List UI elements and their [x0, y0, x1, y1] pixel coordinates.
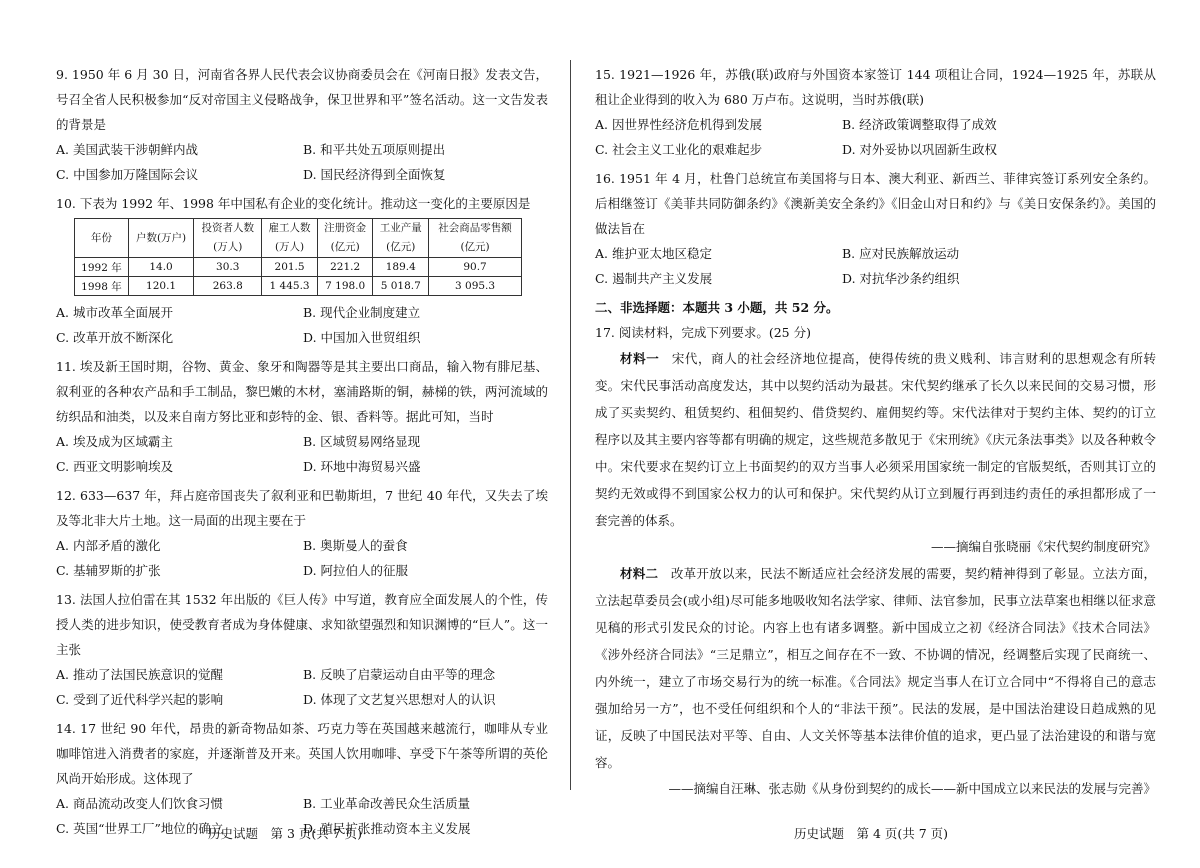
table-cell: 3 095.3 — [429, 277, 522, 296]
option-a: A. 内部矛盾的激化 — [56, 538, 161, 553]
section-title: 二、非选择题：本题共 3 小题，共 52 分。 — [595, 300, 839, 315]
option-d: D. 殖民扩张推动资本主义发展 — [303, 821, 471, 836]
header-capital: 注册资金 (亿元) — [317, 219, 373, 258]
option-c: C. 英国“世界工厂”地位的确立 — [56, 821, 224, 836]
question-stem: 16. 1951 年 4 月，杜鲁门总统宣布美国将与日本、澳大利亚、新西兰、菲律宾签订系列安全条约。后相继签订《美菲共同防御条约》《澳新美安全条约》《旧金山对日和约》与《美日安保条约》。美国的做法旨在 — [595, 171, 1156, 236]
option-d: D. 中国加入世贸组织 — [303, 330, 421, 345]
page-3 — [0, 0, 570, 868]
options — [56, 533, 548, 583]
option-a: A. 埃及成为区域霸主 — [56, 434, 173, 449]
material-text: 改革开放以来，民法不断适应社会经济发展的需要，契约精神得到了彰显。立法方面，立法起草委员会(或小组)尽可能多地吸收知名法学家、律师、法官参加，民事立法草案也相继以征求意见稿的形式引发民众的讨论。内容上也有诸多调整。新中国成立之初《经济合同法》《技术合同法》《涉外经济合同法》“三足鼎立”，相互之间存在不一致、不协调的情况，经调整后实现了民商统一、内外统一，建立了市场交易行为的统一标准。《合同法》规定当事人在订立合同中“不得将自己的意志强加给另一方”，也不受任何组织和个人的“非法干预”。民法的发展，是中国法治建设日趋成熟的见证，反映了中国民法对平等、自由、人文关怀等基本法律价值的追求，更凸显了法治建设的和谐与宽容。 — [595, 566, 1156, 770]
options — [56, 662, 548, 712]
material-label: 材料一 — [620, 351, 660, 366]
table-cell: 14.0 — [128, 258, 193, 277]
option-b: B. 应对民族解放运动 — [842, 246, 960, 261]
header-employees: 雇工人数 (万人) — [262, 219, 318, 258]
table-cell: 263.8 — [194, 277, 262, 296]
option-c: C. 基辅罗斯的扩张 — [56, 563, 161, 578]
material-2 — [595, 560, 1156, 776]
material-source: ——摘编自汪琳、张志勋《从身份到契约的成长——新中国成立以来民法的发展与完善》 — [668, 781, 1156, 796]
table-cell: 30.3 — [194, 258, 262, 277]
table-row — [75, 277, 522, 296]
options — [56, 300, 548, 350]
page-footer: 历史试题 第 3 页(共 7 页) — [208, 826, 363, 841]
question-14 — [56, 716, 548, 841]
options — [56, 429, 548, 479]
option-c: C. 中国参加万隆国际会议 — [56, 167, 199, 182]
options — [595, 112, 1156, 162]
options — [56, 137, 548, 187]
table-row — [75, 258, 522, 277]
option-c: C. 西亚文明影响埃及 — [56, 459, 174, 474]
question-stem: 10. 下表为 1992 年、1998 年中国私有企业的变化统计。推动这一变化的主要原因是 — [56, 196, 531, 211]
question-16 — [595, 166, 1156, 291]
question-10 — [56, 191, 548, 350]
page-footer: 历史试题 第 4 页(共 7 页) — [794, 826, 949, 841]
question-stem: 17. 阅读材料，完成下列要求。(25 分) — [595, 325, 811, 340]
question-12 — [56, 483, 548, 583]
table-cell: 7 198.0 — [317, 277, 373, 296]
question-stem: 9. 1950 年 6 月 30 日，河南省各界人民代表会议协商委员会在《河南日报》发表文告，号召全省人民积极参加“反对帝国主义侵略战争，保卫世界和平”签名活动。这一文告发表的背景是 — [56, 67, 548, 132]
option-d: D. 对抗华沙条约组织 — [842, 271, 960, 286]
table-cell: 1992 年 — [75, 258, 129, 277]
table-cell: 201.5 — [262, 258, 318, 277]
option-a: A. 商品流动改变人们饮食习惯 — [56, 796, 223, 811]
question-9 — [56, 62, 548, 187]
option-d: D. 对外妥协以巩固新生政权 — [842, 142, 998, 157]
question-stem: 15. 1921—1926 年，苏俄(联)政府与外国资本家签订 144 项租让合同，1924—1925 年，苏联从租让企业得到的收入为 680 万卢布。这说明，当时苏俄(联) — [595, 67, 1156, 107]
header-year: 年份 — [75, 219, 129, 258]
option-d: D. 环地中海贸易兴盛 — [303, 459, 421, 474]
option-c: C. 受到了近代科学兴起的影响 — [56, 692, 224, 707]
option-c: C. 改革开放不断深化 — [56, 330, 174, 345]
table-cell: 90.7 — [429, 258, 522, 277]
question-15 — [595, 62, 1156, 162]
enterprise-stats-table — [74, 218, 522, 296]
material-text: 宋代，商人的社会经济地位提高，使得传统的贵义贱利、讳言财利的思想观念有所转变。宋代民事活动高度发达，其中以契约活动为最甚。宋代契约继承了长久以来民间的交易习惯，形成了买卖契约、租赁契约、租佃契约、借贷契约、雇佣契约等。宋代法律对于契约主体、契约的订立程序以及其主要内容等都有明确的规定，这些规范多散见于《宋刑统》《庆元条法事类》以及各种敕令中。宋代要求在契约订立上书面契约的双方当事人必须采用国家统一制定的官版契纸，否则其订立的契约无效或得不到国家公权力的认可和保护。宋代契约从订立到履行再到违约责任的承担都形成了一套完善的体系。 — [595, 351, 1156, 528]
table-cell: 5 018.7 — [373, 277, 429, 296]
header-investors: 投资者人数 (万人) — [194, 219, 262, 258]
option-d: D. 阿拉伯人的征服 — [303, 563, 409, 578]
option-c: C. 社会主义工业化的艰难起步 — [595, 142, 763, 157]
option-b: B. 奥斯曼人的蚕食 — [303, 538, 408, 553]
table-cell: 1 445.3 — [262, 277, 318, 296]
question-stem: 13. 法国人拉伯雷在其 1532 年出版的《巨人传》中写道，教育应全面发展人的个性，传授人类的进步知识，使受教育者成为身体健康、求知欲望强烈和知识渊博的“巨人”。这一主张 — [56, 592, 548, 657]
option-a: A. 美国武装干涉朝鲜内战 — [56, 142, 198, 157]
table-cell: 1998 年 — [75, 277, 129, 296]
option-b: B. 工业革命改善民众生活质量 — [303, 796, 471, 811]
question-11 — [56, 354, 548, 479]
question-stem: 14. 17 世纪 90 年代，昂贵的新奇物品如茶、巧克力等在英国越来越流行，咖啡从专业咖啡馆进入消费者的家庭，并逐渐普及开来。英国人饮用咖啡、享受下午茶等所谓的英伦风尚开始形成。这体现了 — [56, 721, 548, 786]
option-b: B. 和平共处五项原则提出 — [303, 142, 446, 157]
question-17 — [595, 320, 1156, 802]
option-a: A. 因世界性经济危机得到发展 — [595, 117, 762, 132]
table-cell: 189.4 — [373, 258, 429, 277]
material-label: 材料二 — [620, 566, 659, 581]
options — [595, 241, 1156, 291]
material-1 — [595, 345, 1156, 534]
table-cell: 221.2 — [317, 258, 373, 277]
option-b: B. 反映了启蒙运动自由平等的理念 — [303, 667, 496, 682]
option-a: A. 维护亚太地区稳定 — [595, 246, 712, 261]
option-d: D. 体现了文艺复兴思想对人的认识 — [303, 692, 496, 707]
header-retail: 社会商品零售额 (亿元) — [429, 219, 522, 258]
option-c: C. 遏制共产主义发展 — [595, 271, 713, 286]
option-a: A. 推动了法国民族意识的觉醒 — [56, 667, 223, 682]
option-b: B. 区域贸易网络显现 — [303, 434, 421, 449]
option-a: A. 城市改革全面展开 — [56, 305, 173, 320]
material-source: ——摘编自张晓丽《宋代契约制度研究》 — [930, 539, 1156, 554]
option-b: B. 经济政策调整取得了成效 — [842, 117, 997, 132]
table-cell: 120.1 — [128, 277, 193, 296]
question-13 — [56, 587, 548, 712]
header-households: 户数(万户) — [128, 219, 193, 258]
question-stem: 12. 633—637 年，拜占庭帝国丧失了叙利亚和巴勒斯坦，7 世纪 40 年代，又失去了埃及等北非大片土地。这一局面的出现主要在于 — [56, 488, 548, 528]
option-b: B. 现代企业制度建立 — [303, 305, 421, 320]
page-4 — [571, 0, 1200, 868]
question-stem: 11. 埃及新王国时期，谷物、黄金、象牙和陶器等是其主要出口商品，输入物有腓尼基、叙利亚的各种农产品和手工制品，黎巴嫩的木材，塞浦路斯的铜，赫梯的铁，两河流域的纺织品和油类，以及来自南方努比亚和彭特的金、银、香料等。据此可知，当时 — [56, 359, 548, 424]
header-output: 工业产量 (亿元) — [373, 219, 429, 258]
option-d: D. 国民经济得到全面恢复 — [303, 167, 446, 182]
table-header-row — [75, 219, 522, 258]
